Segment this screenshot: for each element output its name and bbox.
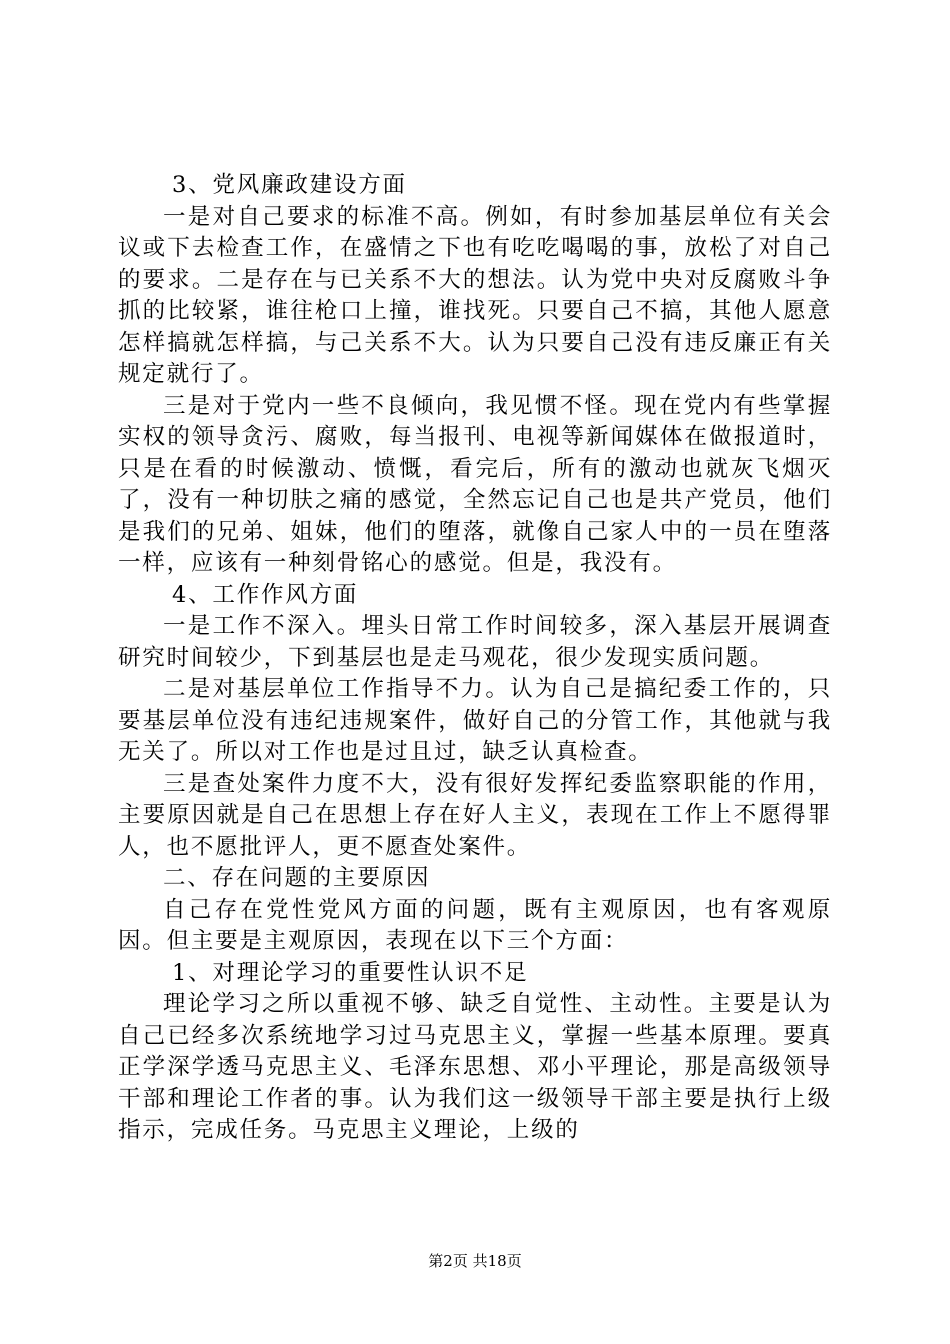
page-number-footer: 第2页 共18页 (428, 1252, 522, 1270)
document-body (118, 170, 832, 1147)
paragraph: 自己存在党性党风方面的问题，既有主观原因，也有客观原因。但主要是主观原因，表现在以下三个方面： (118, 896, 832, 954)
section-heading: 二、存在问题的主要原因 (163, 865, 431, 891)
paragraph: 一是工作不深入。埋头日常工作时间较多，深入基层开展调查研究时间较少，下到基层也是走马观花，很少发现实质问题。 (118, 613, 832, 671)
section-heading: 3、党风廉政建设方面 (172, 172, 407, 198)
paragraph: 三是对于党内一些不良倾向，我见惯不怪。现在党内有些掌握实权的领导贪污、腐败，每当报刊、电视等新闻媒体在做报道时，只是在看的时候激动、愤慨，看完后，所有的激动也就灰飞烟灭了，没有一种切肤之痛的感觉，全然忘记自己也是共产党员，他们是我们的兄弟、姐妹，他们的堕落，就像自己家人中的一员在堕落一样，应该有一种刻骨铭心的感觉。但是，我没有。 (118, 392, 832, 576)
paragraph: 三是查处案件力度不大，没有很好发挥纪委监察职能的作用，主要原因就是自己在思想上存在好人主义，表现在工作上不愿得罪人，也不愿批评人，更不愿查处案件。 (118, 770, 832, 860)
paragraph: 一是对自己要求的标准不高。例如，有时参加基层单位有关会议或下去检查工作，在盛情之下也有吃吃喝喝的事，放松了对自己的要求。二是存在与已关系不大的想法。认为党中央对反腐败斗争抓的比较紧，谁往枪口上撞，谁找死。只要自己不搞，其他人愿意怎样搞就怎样搞，与己关系不大。认为只要自己没有违反廉正有关规定就行了。 (118, 203, 832, 387)
paragraph: 二是对基层单位工作指导不力。认为自己是搞纪委工作的，只要基层单位没有违纪违规案件，做好自己的分管工作，其他就与我无关了。所以对工作也是过且过，缺乏认真检查。 (118, 676, 832, 765)
paragraph: 理论学习之所以重视不够、缺乏自觉性、主动性。主要是认为自己已经多次系统地学习过马克思主义，掌握一些基本原理。要真正学深学透马克思主义、毛泽东思想、邓小平理论，那是高级领导干部和理论工作者的事。认为我们这一级领导干部主要是执行上级指示，完成任务。马克思主义理论，上级的 (118, 991, 832, 1143)
section-heading: 4、工作作风方面 (172, 581, 359, 608)
section-heading: 1、对理论学习的重要性认识不足 (172, 959, 529, 986)
